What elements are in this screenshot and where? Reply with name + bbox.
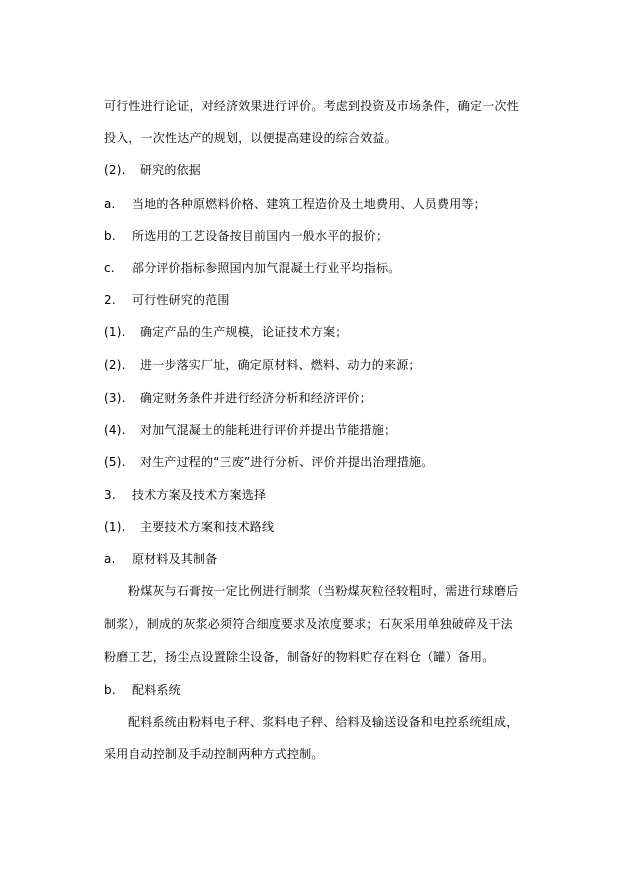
list-item <box>104 324 524 340</box>
list-item-text: 当地的各种原燃料价格、建筑工程造价及土地费用、人员费用等； <box>132 197 486 211</box>
subsection-title: 原材料及其制备 <box>132 552 218 566</box>
list-marker: c. <box>104 261 115 275</box>
body-text-line: 投入，一次性达产的规划，以便提高建设的综合效益。 <box>104 131 397 145</box>
section-heading-tech <box>104 487 524 503</box>
list-item-text: 对生产过程的“三废”进行分析、评价并提出治理措施。 <box>140 455 434 469</box>
list-marker: (4). <box>104 423 126 437</box>
subsection-title: 配料系统 <box>132 683 181 697</box>
list-item-text: 所选用的工艺设备按目前国内一般水平的报价； <box>132 229 389 243</box>
list-item <box>104 196 524 212</box>
list-item <box>104 422 524 438</box>
list-item <box>104 260 524 276</box>
list-item-text: 确定产品的生产规模，论证技术方案； <box>140 325 348 339</box>
paragraph-line: 粉磨工艺，扬尘点设置除尘设备，制备好的物料贮存在料仓（罐）备用。 <box>104 650 495 664</box>
paragraph-line: 配料系统由粉料电子秤、浆料电子秤、给料及输送设备和电控系统组成， <box>128 715 519 729</box>
list-item <box>104 228 524 244</box>
subsection-marker: a. <box>104 552 116 566</box>
list-item-text: 确定财务条件并进行经济分析和经济评价； <box>140 391 372 405</box>
section-title: 可行性研究的范围 <box>132 293 230 307</box>
section-title: 研究的依据 <box>140 163 202 177</box>
section-title: 技术方案及技术方案选择 <box>132 488 267 502</box>
list-marker: a. <box>104 197 116 211</box>
subsection-heading-batching-system <box>104 682 524 698</box>
section-number: (2). <box>104 163 126 177</box>
list-item <box>104 390 524 406</box>
paragraph-line: 采用自动控制及手动控制两种方式控制。 <box>104 747 324 761</box>
section-number: 2. <box>104 293 116 307</box>
paragraph-line: 粉煤灰与石膏按一定比例进行制浆（当粉煤灰粒径较粗时，需进行球磨后 <box>128 584 519 598</box>
list-marker: (2). <box>104 358 126 372</box>
paragraph-line: 制浆），制成的灰浆必须符合细度要求及浓度要求；石灰采用单独破碎及干法 <box>104 617 513 631</box>
list-marker: b. <box>104 229 116 243</box>
list-marker: (5). <box>104 455 126 469</box>
list-item-text: 进一步落实厂址，确定原材料、燃料、动力的来源； <box>140 358 421 372</box>
list-item-text: 对加气混凝土的能耗进行评价并提出节能措施； <box>140 423 397 437</box>
section-title: 主要技术方案和技术路线 <box>140 520 275 534</box>
section-heading-scope <box>104 292 524 308</box>
body-text-line: 可行性进行论证，对经济效果进行评价。考虑到投资及市场条件，确定一次性 <box>104 99 519 113</box>
list-marker: (1). <box>104 325 126 339</box>
section-heading-tech-route <box>104 519 524 535</box>
section-heading-research-basis <box>104 162 524 178</box>
list-item-text: 部分评价指标参照国内加气混凝土行业平均指标。 <box>132 261 401 275</box>
list-item <box>104 454 524 470</box>
section-number: (1). <box>104 520 126 534</box>
subsection-marker: b. <box>104 683 116 697</box>
list-item <box>104 357 524 373</box>
section-number: 3. <box>104 488 116 502</box>
list-marker: (3). <box>104 391 126 405</box>
subsection-heading-raw-materials <box>104 551 524 567</box>
